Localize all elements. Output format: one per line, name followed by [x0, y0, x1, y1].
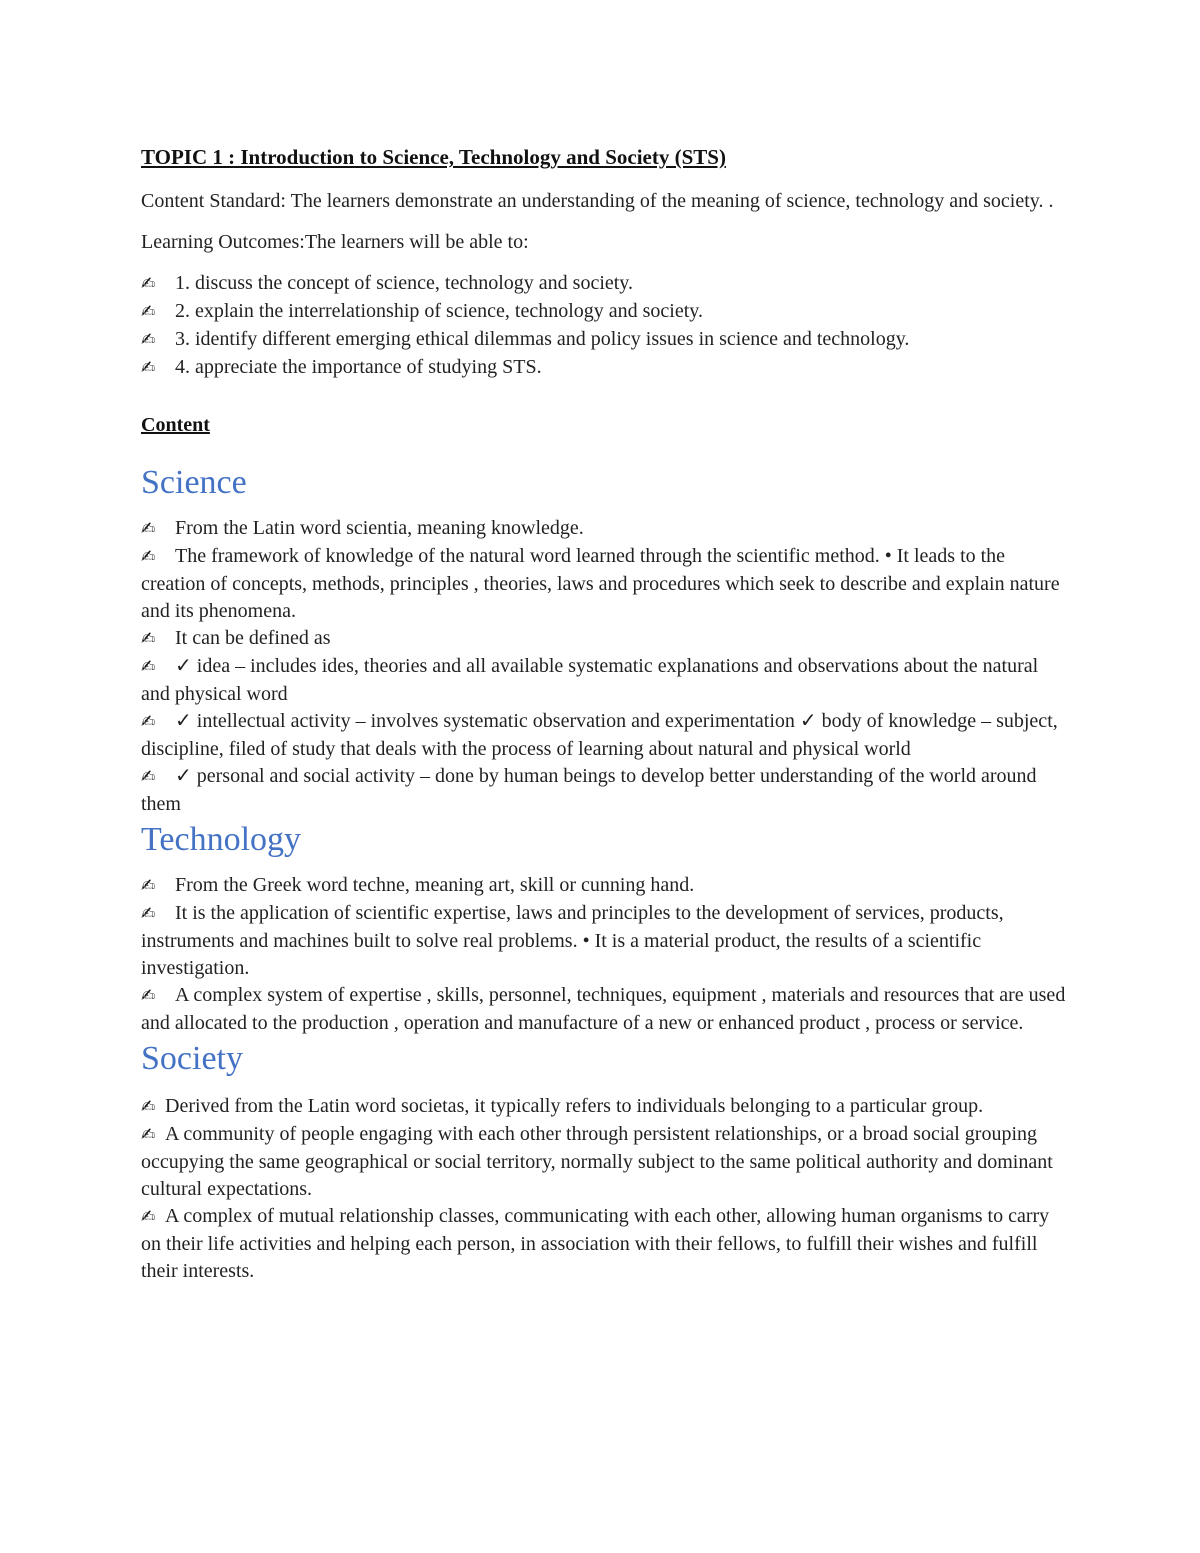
writing-hand-icon: ✍: [141, 876, 156, 896]
document-page: [141, 142, 1071, 1285]
item-text: ✓ intellectual activity – involves systematic observation and experimentation ✓ body of knowledge – subject, discipline, filed of study that deals with the process of learning about natural and physical world: [141, 710, 1058, 760]
outcome-text: 1. discuss the concept of science, technology and society.: [175, 272, 634, 294]
section-heading-science: Science: [141, 464, 247, 501]
page-title: TOPIC 1 : Introduction to Science, Technology and Society (STS): [141, 145, 726, 169]
writing-hand-icon: ✍: [141, 712, 156, 732]
writing-hand-icon: ✍: [141, 1207, 156, 1227]
writing-hand-icon: ✍: [141, 1097, 156, 1117]
writing-hand-icon: ✍: [141, 657, 156, 677]
item-text: It is the application of scientific expertise, laws and principles to the development of services, products, instruments and machines built to solve real problems. • It is a material product, the results of a scientific investigation.: [141, 902, 1004, 979]
item-text: ✓ personal and social activity – done by human beings to develop better understanding of the world around them: [141, 765, 1037, 815]
item-text: A community of people engaging with each other through persistent relationships, or a broad social grouping occupying the same geographical or social territory, normally subject to the same political authority and dominant cultural expectations.: [141, 1123, 1053, 1200]
writing-hand-icon: ✍: [141, 986, 156, 1006]
list-item: [141, 872, 1071, 900]
list-item: [141, 982, 1071, 1037]
science-list: [141, 515, 1071, 818]
writing-hand-icon: ✍: [141, 904, 156, 924]
item-text: A complex of mutual relationship classes, communicating with each other, allowing human organisms to carry on their life activities and helping each person, in association with their fellows, to fulfill their wishes and fulfill their interests.: [141, 1205, 1050, 1282]
learning-outcomes-intro: Learning Outcomes:The learners will be able to:: [141, 231, 529, 253]
list-item: [141, 270, 1071, 298]
item-text: Derived from the Latin word societas, it typically refers to individuals belonging to a particular group.: [165, 1095, 984, 1117]
list-item: [141, 1203, 1071, 1285]
item-text: From the Latin word scientia, meaning knowledge.: [175, 517, 584, 539]
list-item: [141, 1121, 1071, 1203]
writing-hand-icon: ✍: [141, 629, 156, 649]
list-item: [141, 708, 1071, 763]
writing-hand-icon: ✍: [141, 1125, 156, 1145]
item-text: The framework of knowledge of the natural word learned through the scientific method. • It leads to the creation of concepts, methods, principles , theories, laws and procedures which seek to describe and explain nature and its phenomena.: [141, 545, 1060, 622]
outcome-text: 3. identify different emerging ethical dilemmas and policy issues in science and technology.: [175, 328, 910, 350]
writing-hand-icon: ✍: [141, 330, 156, 350]
list-item: [141, 543, 1071, 625]
outcome-text: 2. explain the interrelationship of science, technology and society.: [175, 300, 703, 322]
section-heading-society: Society: [141, 1040, 243, 1077]
list-item: [141, 625, 1071, 653]
content-label: Content: [141, 414, 210, 436]
technology-list: [141, 872, 1071, 1037]
writing-hand-icon: ✍: [141, 547, 156, 567]
society-list: [141, 1093, 1071, 1285]
writing-hand-icon: ✍: [141, 302, 156, 322]
learning-outcomes-list: [141, 270, 1071, 382]
list-item: [141, 653, 1071, 708]
section-heading-technology: Technology: [141, 821, 302, 858]
content-standard: Content Standard: The learners demonstrate an understanding of the meaning of science, technology and society. .: [141, 190, 1054, 212]
list-item: [141, 900, 1071, 982]
list-item: [141, 298, 1071, 326]
item-text: ✓ idea – includes ides, theories and all available systematic explanations and observations about the natural and physical word: [141, 655, 1039, 705]
writing-hand-icon: ✍: [141, 767, 156, 787]
list-item: [141, 515, 1071, 543]
outcome-text: 4. appreciate the importance of studying STS.: [175, 356, 542, 378]
list-item: [141, 326, 1071, 354]
list-item: [141, 354, 1071, 382]
item-text: A complex system of expertise , skills, personnel, techniques, equipment , materials and resources that are used and allocated to the production , operation and manufacture of a new or enhanced product , process or service.: [141, 984, 1066, 1034]
writing-hand-icon: ✍: [141, 358, 156, 378]
list-item: [141, 763, 1071, 818]
item-text: It can be defined as: [175, 627, 331, 649]
writing-hand-icon: ✍: [141, 519, 156, 539]
item-text: From the Greek word techne, meaning art, skill or cunning hand.: [175, 874, 695, 896]
list-item: [141, 1093, 1071, 1121]
writing-hand-icon: ✍: [141, 274, 156, 294]
